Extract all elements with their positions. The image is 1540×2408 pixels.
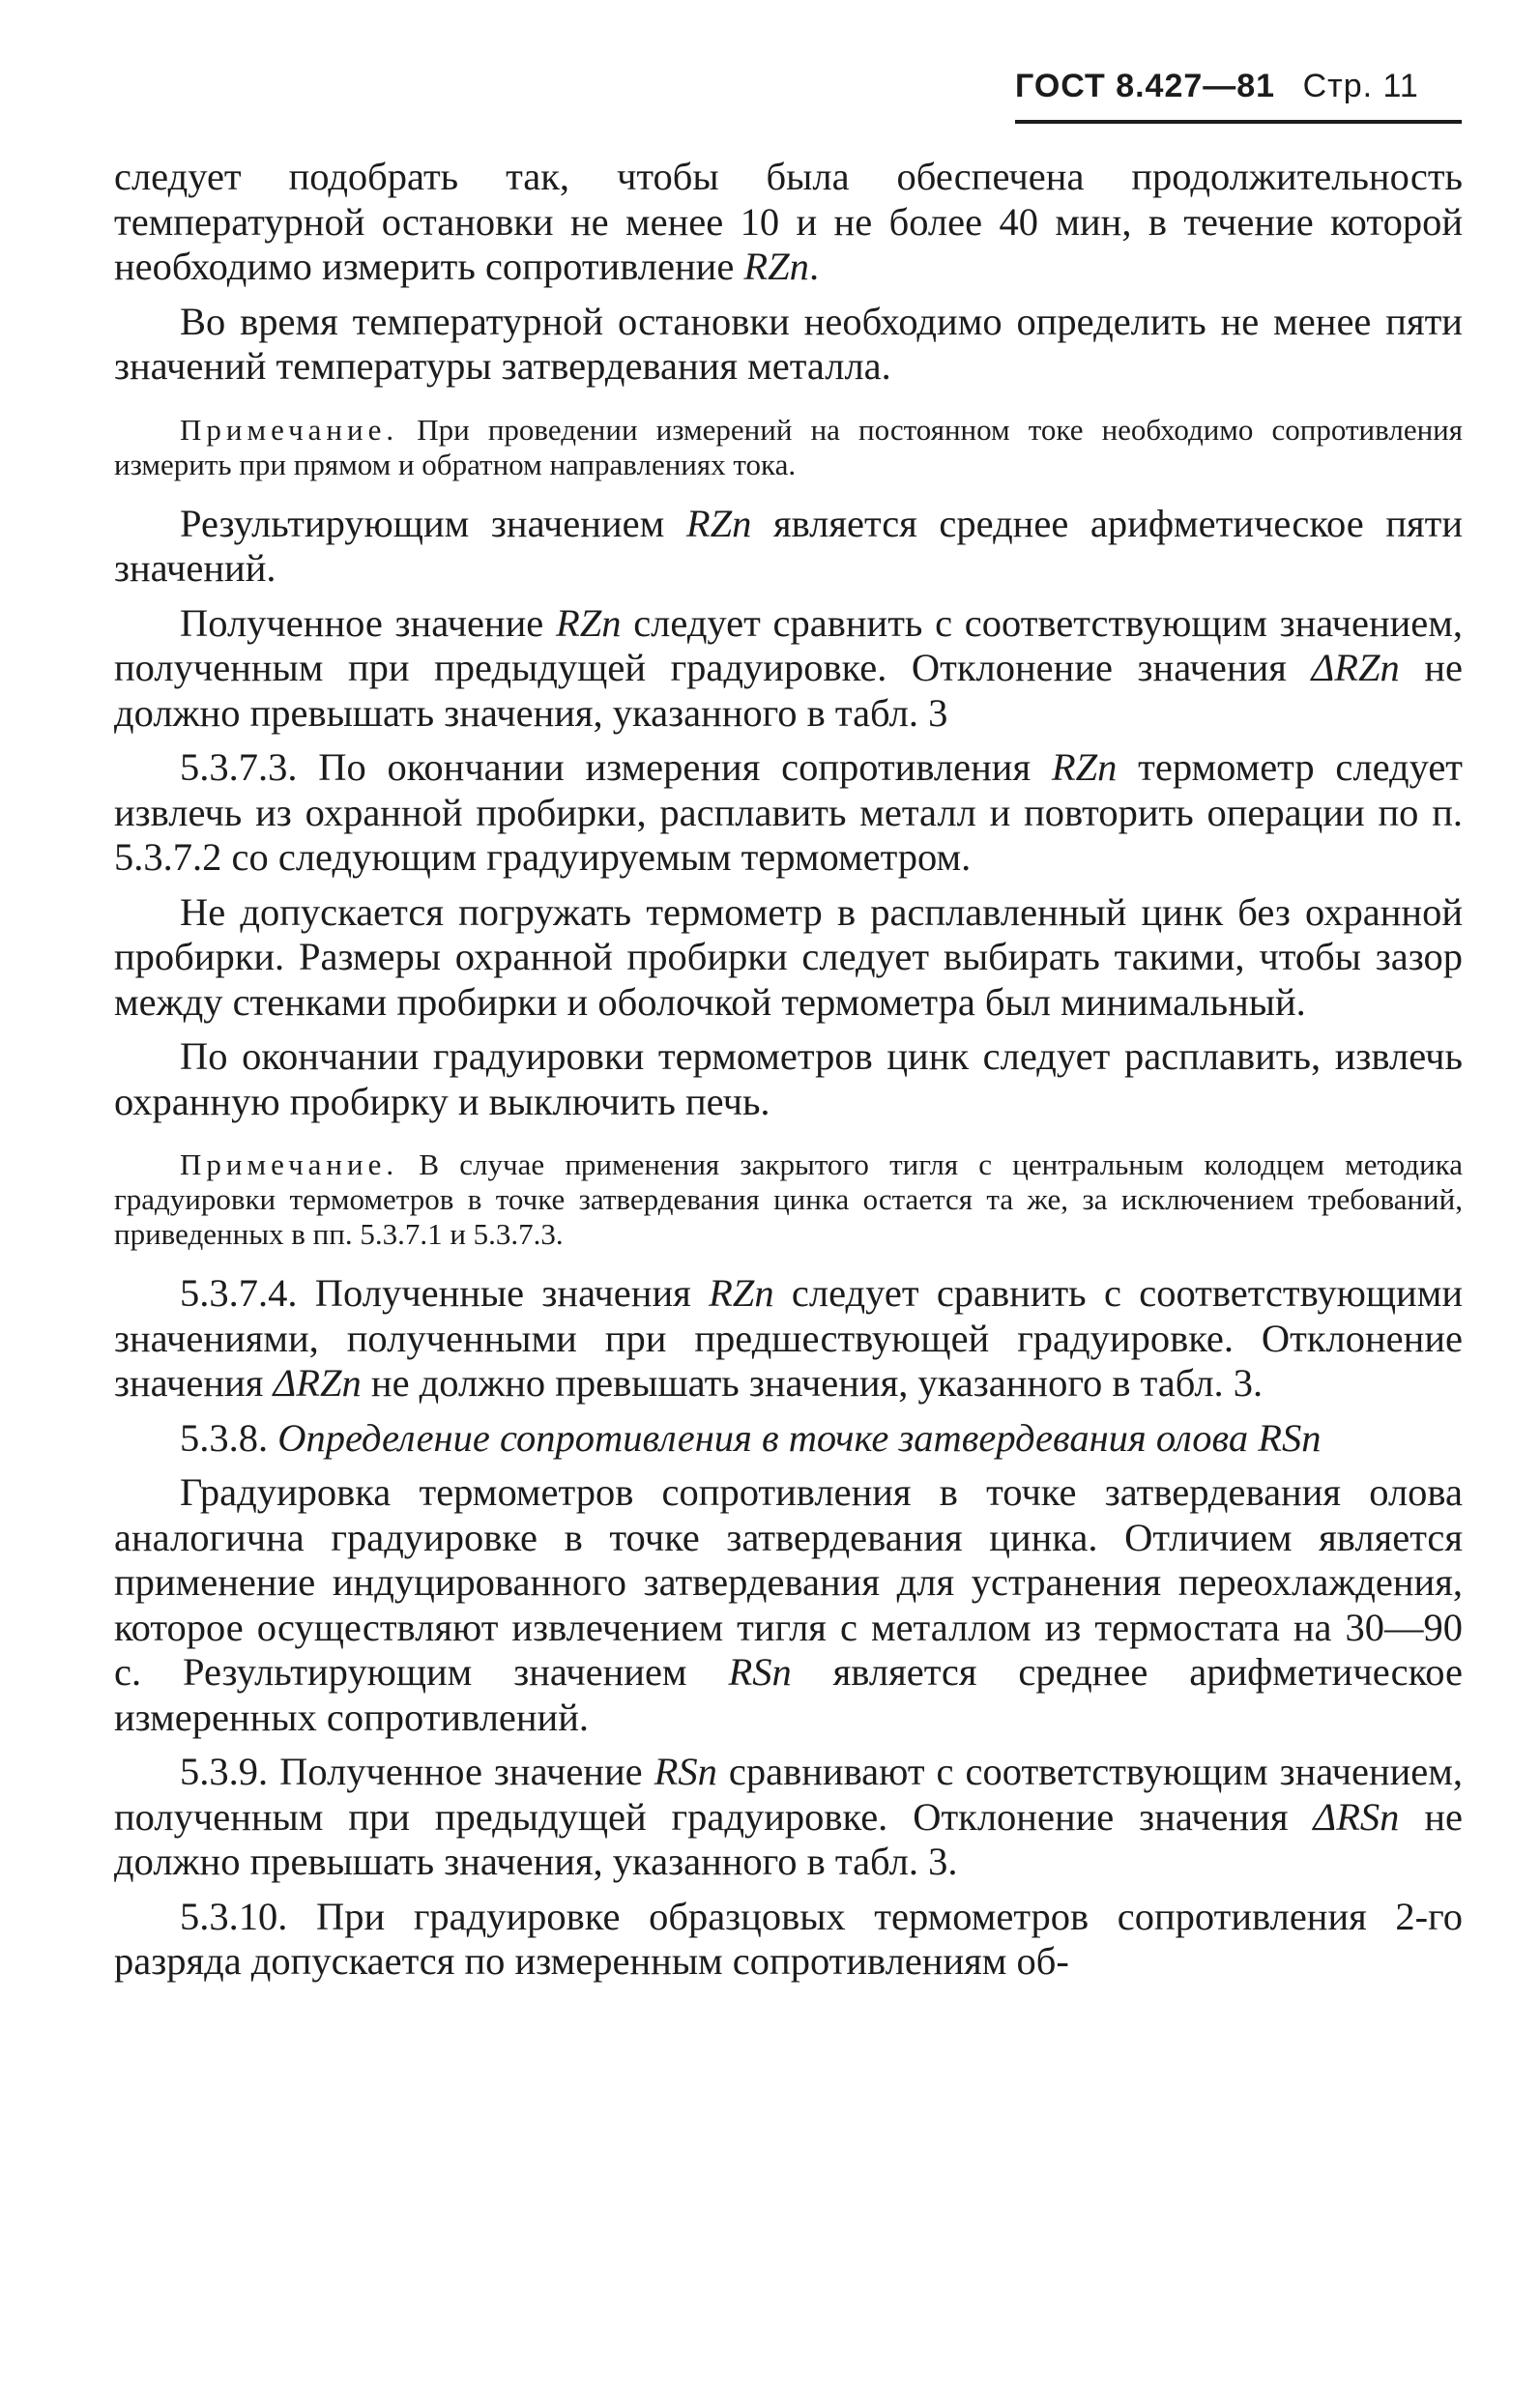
paragraph-6: Не допускается погружать термометр в расплавленный цинк без охранной пробирки. Размеры охранной пробирки следует выбирать такими, чтобы зазор между стенками пробирки и оболочкой термометра был минимальный. — [114, 889, 1463, 1024]
variable: ΔRZn — [1311, 646, 1400, 689]
document-body — [114, 155, 1463, 1985]
variable: RZn — [685, 501, 752, 545]
section-heading-5-3-8: 5.3.8. Определение сопротивления в точке затвердевания олова RSn — [180, 1415, 1322, 1460]
note-1: Примечание. При проведении измерений на постоянном токе необходимо сопротивления измерить при прямом и обратном направлениях тока. — [114, 412, 1464, 481]
note-label: Примечание. — [180, 412, 399, 447]
section-title: Определение сопротивления в точке затвердевания олова — [277, 1415, 1249, 1460]
variable: ΔRSn — [1313, 1794, 1400, 1839]
paragraph-10: Градуировка термометров сопротивления в точке затвердевания олова аналогична градуировке в точке затвердевания цинка. Отличием является применение индуцированного затвердевания для устранения переохлаждения, которое осуществляют извлечением тигля с металлом из термостата на 30—90 с. Результирующим значением RSn является среднее арифметическое измеренных сопротивлений. — [114, 1470, 1464, 1739]
paragraph-5-3-9: 5.3.9. Полученное значение RSn сравнивают с соответствующим значением, полученным при предыдущей градуировке. Отклонение значения ΔRSn не должно превышать значения, указанного в табл. 3. — [114, 1750, 1464, 1883]
paragraph-5-3-7-4: 5.3.7.4. Полученные значения RZn следует сравнить с соответствующими значениями, полученными при предшествующей градуировке. Отклонение значения ΔRZn не должно превышать значения, указанного в табл. 3. — [114, 1271, 1464, 1405]
variable: RZn — [743, 245, 809, 288]
page-number: Стр. 11 — [1302, 68, 1419, 104]
variable: ΔRZn — [273, 1361, 362, 1405]
paragraph-1: следует подобрать так, чтобы была обеспечена продолжительность температурной остановки не менее 10 и не более 40 мин, в течение которой необходимо измерить сопротивление RZn. — [114, 155, 1463, 288]
paragraph-5-3-7-3: 5.3.7.3. По окончании измерения сопротивления RZn термометр следует извлечь из охранной пробирки, расплавить металл и повторить операции по п. 5.3.7.2 со следующим градуируемым термометром. — [114, 745, 1464, 879]
header-rule — [1015, 120, 1462, 124]
paragraph-4: Полученное значение RZn следует сравнить с соответствующим значением, полученным при предыдущей градуировке. Отклонение значения ΔRZn не должно превышать значения, указанного в табл. 3 — [114, 600, 1464, 735]
note-2: Примечание. В случае применения закрытого тигля с центральным колодцем методика градуировки термометров в точке затвердевания цинка остается та же, за исключением требований, приведенных в пп. 5.3.7.1 и 5.3.7.3. — [114, 1147, 1464, 1251]
page-header — [1015, 68, 1460, 116]
standard-number: ГОСТ 8.427—81 — [1015, 68, 1276, 104]
variable: RZn — [709, 1271, 774, 1315]
note-label: Примечание. — [180, 1147, 399, 1181]
paragraph-5-3-10: 5.3.10. При градуировке образцовых термометров сопротивления 2-го разряда допускается по измеренным сопротивлениям об- — [114, 1894, 1463, 1983]
variable: RSn — [654, 1750, 717, 1793]
variable: RZn — [555, 600, 622, 645]
variable: RSn — [728, 1650, 792, 1694]
paragraph-2: Во время температурной остановки необходимо определить не менее пяти значений температуры затвердевания металла. — [114, 299, 1463, 388]
paragraph-7: По окончании градуировки термометров цинк следует расплавить, извлечь охранную пробирку и выключить печь. — [114, 1034, 1463, 1123]
variable: RSn — [1258, 1415, 1322, 1460]
paragraph-3: Результирующим значением RZn является среднее арифметическое пяти значений. — [114, 501, 1463, 590]
variable: RZn — [1051, 745, 1118, 789]
